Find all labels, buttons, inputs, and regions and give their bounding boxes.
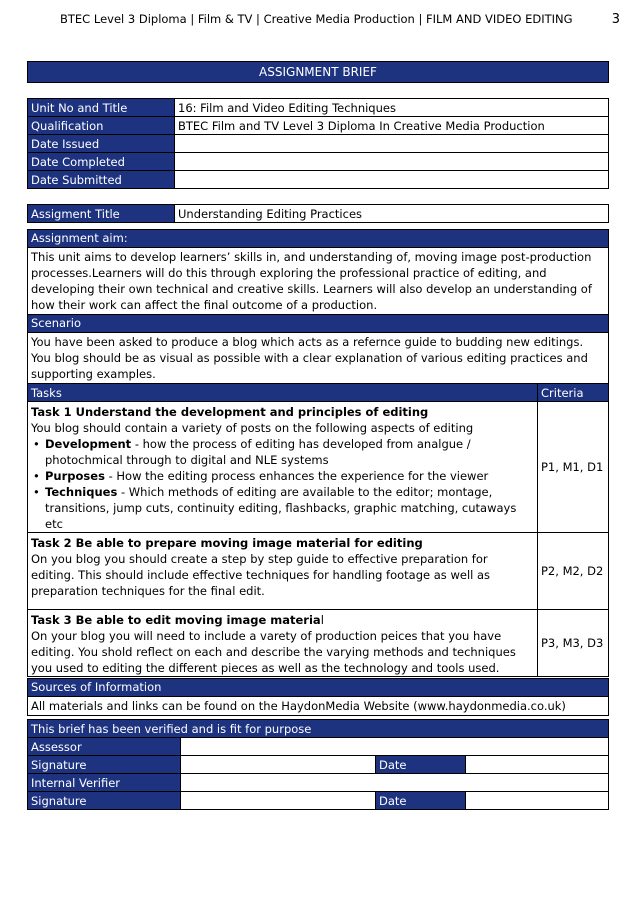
task-2-title: Task 2 Be able to prepare moving image material for editing [31,536,423,550]
internal-verifier-label: Internal Verifier [28,774,181,792]
info-table [27,98,609,189]
task-1-bullets [31,436,534,532]
signature-field[interactable] [181,756,376,774]
task-3-row: Task 3 Be able to edit moving image material On your blog you will need to include a varety of production peices that you have editing. You shold reflect on each and describe the varying methods and techniques you used to editing the different pieces as well as the technology and tools used. P3, M3, D3 [28,610,609,677]
task-1-intro: You blog should contain a variety of posts on the following aspects of editing [31,421,474,435]
scenario-label: Scenario [27,315,609,333]
brief-title-bar [27,61,609,83]
qualification-label: Qualification [28,117,175,135]
task-2-row [28,533,609,610]
qualification-value: BTEC Film and TV Level 3 Diploma In Creative Media Production [175,117,609,135]
date-completed-field[interactable] [175,153,609,171]
verification-label: This brief has been verified and is fit for purpose [28,720,609,738]
list-item: • Development - how the process of editing has developed from analgue / photochmical through to digital and NLE systems [33,437,471,467]
criteria-header: Criteria [538,384,609,402]
task-3-text: On your blog you will need to include a varety of production peices that you have editing. You shold reflect on each and describe the varying methods and techniques you used to editing the different pieces as well as the technology and tools used. [31,629,516,675]
list-item: • Purposes - How the editing process enhances the experience for the viewer [33,469,489,483]
task-1-row [28,402,609,533]
aim-section [27,229,609,384]
sources-text: All materials and links can be found on the HaydonMedia Website (www.haydonmedia.co.uk) [27,697,609,716]
assessor-label: Assessor [28,738,181,756]
sources-label: Sources of Information [27,678,609,697]
date-completed-row [28,153,609,171]
tasks-header: Tasks [28,384,538,402]
task-2-text: On you blog you should create a step by step guide to effective preparation for editing. This should include effective techniques for handling footage as well as preparation techniques for the final edit. [31,552,491,598]
sources-section [27,678,609,716]
page-number: 3 [611,12,620,27]
task-3-criteria: P3, M3, D3 [538,610,609,677]
date-field[interactable] [466,756,609,774]
task-3-title: Task 3 Be able to edit moving image materia [31,613,321,627]
date-submitted-row [28,171,609,189]
qualification-row [28,117,609,135]
assignment-title-label: Assigment Title [28,205,175,223]
date-issued-row [28,135,609,153]
scenario-text: You have been asked to produce a blog which acts as a refernce guide to budding new editings. You blog should be as visual as possible with a clear explanation of various editing practices and supporting examples. [27,333,609,384]
date-issued-label: Date Issued [28,135,175,153]
date-issued-field[interactable] [175,135,609,153]
assessor-field[interactable] [181,738,609,756]
unit-value: 16: Film and Video Editing Techniques [175,99,609,117]
assignment-title-value: Understanding Editing Practices [175,205,609,223]
verifier-date-field[interactable] [466,792,609,810]
task-1-title: Task 1 Understand the development and principles of editing [31,405,429,419]
header-title: BTEC Level 3 Diploma | Film & TV | Creative Media Production | FILM AND VIDEO EDITING [60,12,573,26]
verifier-date-label: Date [376,792,466,810]
unit-label: Unit No and Title [28,99,175,117]
internal-verifier-field[interactable] [181,774,609,792]
verification-table [27,719,609,810]
verifier-signature-field[interactable] [181,792,376,810]
date-submitted-field[interactable] [175,171,609,189]
brief-title: ASSIGNMENT BRIEF [259,65,377,79]
tasks-table [27,383,609,677]
date-completed-label: Date Completed [28,153,175,171]
assignment-title-table [27,204,609,223]
task-1-criteria: P1, M1, D1 [538,402,609,533]
aim-label: Assignment aim: [27,229,609,248]
task-2-criteria: P2, M2, D2 [538,533,609,610]
list-item: • Techniques - Which methods of editing are available to the editor; montage, transitions, jump cuts, continuity editing, flashbacks, graphic matching, cutaways etc [33,485,517,531]
date-submitted-label: Date Submitted [28,171,175,189]
unit-row [28,99,609,117]
signature-label: Signature [28,756,181,774]
aim-text: This unit aims to develop learners’ skills in, and understanding of, moving image post-production processes.Learners will do this through exploring the professional practice of editing, and developing their own technical and creative skills. Learners will also develop an understanding of how their work can affect the final outcome of a production. [27,248,609,315]
verifier-signature-label: Signature [28,792,181,810]
date-label: Date [376,756,466,774]
